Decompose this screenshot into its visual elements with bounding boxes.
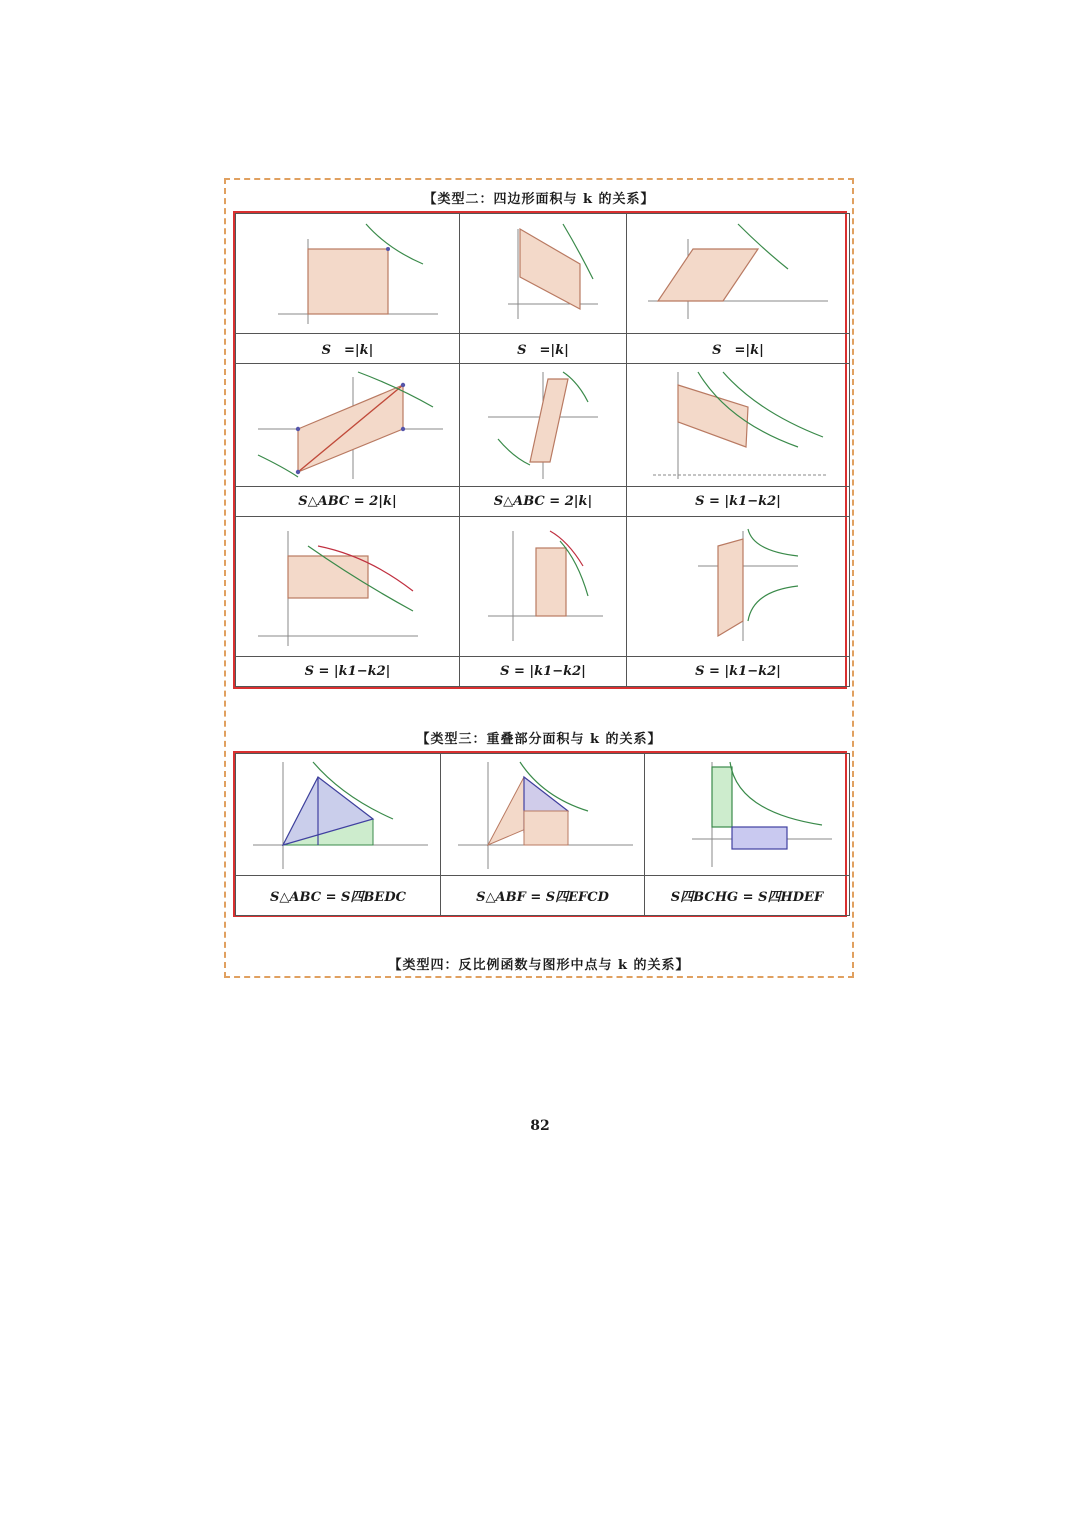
section2-table <box>233 211 847 689</box>
label-cell: S =|k| <box>627 334 850 364</box>
figure-rectangle-two-curves <box>236 516 460 656</box>
page-number: 82 <box>530 1118 550 1134</box>
label-cell: S =|k| <box>236 334 460 364</box>
label-cell: S = |k1−k2| <box>627 656 850 686</box>
label-cell: S△ABC = 2|k| <box>460 486 627 516</box>
label-cell: S = |k1−k2| <box>627 486 850 516</box>
label-cell: S = |k1−k2| <box>460 656 627 686</box>
figure-narrow-parallelogram <box>460 364 627 486</box>
figure-vertical-rectangle <box>460 516 627 656</box>
section3-title: 【类型三：重叠部分面积与 k 的关系】 <box>416 732 662 747</box>
section3-table <box>233 751 847 917</box>
figure-overlap-triangle-quad <box>441 754 645 876</box>
figure-parallelogram-horizontal <box>627 214 850 334</box>
label-cell: S△ABC = 2|k| <box>236 486 460 516</box>
figure-tilted-parallelogram <box>460 214 627 334</box>
label-cell: S△ABC = S四BEDC <box>236 876 441 916</box>
section4-title: 【类型四：反比例函数与图形中点与 k 的关系】 <box>388 958 690 973</box>
label-cell: S四BCHG = S四HDEF <box>645 876 850 916</box>
label-cell: S△ABF = S四EFCD <box>441 876 645 916</box>
figure-overlap-triangle-trapezoid <box>236 754 441 876</box>
figure-two-curves-quadrilateral <box>627 364 850 486</box>
figure-parallelogram-diagonal <box>236 364 460 486</box>
figure-overlap-rectangles <box>645 754 850 876</box>
section2-title: 【类型二：四边形面积与 k 的关系】 <box>423 192 655 207</box>
label-cell: S =|k| <box>460 334 627 364</box>
figure-rectangle-on-axes <box>236 214 460 334</box>
figure-hyperbola-quadrilateral <box>627 516 850 656</box>
document-frame <box>224 178 854 978</box>
label-cell: S = |k1−k2| <box>236 656 460 686</box>
